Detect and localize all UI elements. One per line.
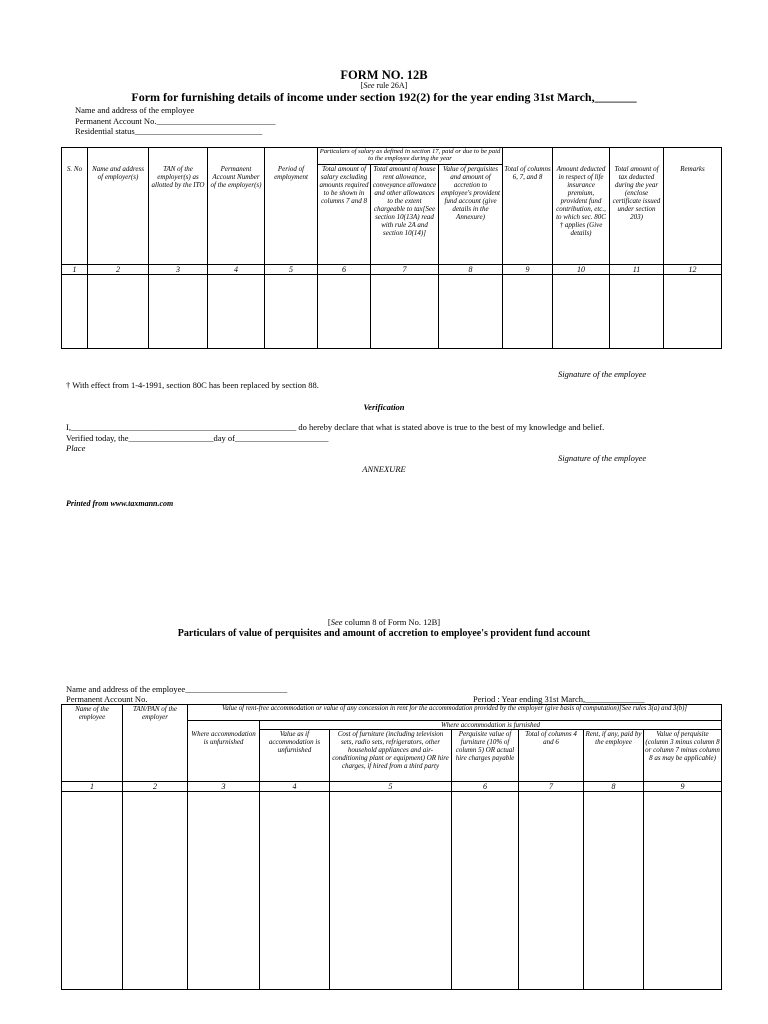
form-title: FORM NO. 12B [340, 68, 428, 82]
column-number: 6 [452, 782, 519, 792]
header-perquisites: Value of perquisites and amount of accretion to employee's provident fund account (give details in the Annexure) [439, 165, 503, 265]
header-employee-name: Name of the employee [62, 705, 123, 782]
column-number-row [62, 782, 722, 792]
header-rent-free-accommodation: Value of rent-free accommodation or value of any concession in rent for the accommodation provided by the employer (give basis of computation)[See rules 3(a) and 3(b)] [188, 705, 722, 721]
header-tax-deducted: Total amount of tax deducted during the year (enclose certificate issued under section 203) [610, 148, 664, 265]
employee-name-line: Name and address of the employee [75, 105, 195, 115]
column-number: 5 [265, 265, 318, 275]
column-number: 12 [664, 265, 722, 275]
column-number: 9 [644, 782, 722, 792]
column-number: 7 [371, 265, 439, 275]
pan-line: Permanent Account No.____________________________ [75, 116, 276, 126]
column-number: 9 [503, 265, 553, 275]
table-row [62, 275, 722, 349]
header-furnished: Where accommodation is furnished [260, 721, 722, 730]
column-number: 11 [610, 265, 664, 275]
column-number: 4 [208, 265, 265, 275]
verified-date-line: Verified today, the____________________day of______________________ [66, 433, 329, 443]
header-allowances: Total amount of house rent allowance, conveyance allowance and other allowances to the extent chargeable to tax[See section 10(13A) read with rule 2A and section 10(14)] [371, 165, 439, 265]
column-number: 3 [149, 265, 208, 275]
perquisites-table [61, 704, 722, 990]
header-total-4-6: Total of columns 4 and 6 [519, 730, 584, 782]
column-number: 6 [318, 265, 371, 275]
column-number: 3 [188, 782, 260, 792]
annexure-pan-line: Permanent Account No. [66, 694, 148, 704]
column-number: 8 [584, 782, 644, 792]
column-number: 8 [439, 265, 503, 275]
place-label: Place [66, 443, 86, 453]
annexure-period-line: Period : Year ending 31st March,______________ [473, 694, 645, 704]
rule-reference: [See rule 26A] [360, 81, 408, 90]
header-sno: S. No [62, 148, 88, 265]
column-number: 2 [88, 265, 149, 275]
annexure-reference: [See column 8 of Form No. 12B] [327, 617, 441, 627]
column-number: 2 [123, 782, 188, 792]
column-number: 1 [62, 782, 123, 792]
header-rent-paid: Rent, if any, paid by the employee [584, 730, 644, 782]
annexure-label: ANNEXURE [362, 464, 406, 474]
header-employer-name: Name and address of employer(s) [88, 148, 149, 265]
header-period: Period of employment [265, 148, 318, 265]
header-deductions: Amount deducted in respect of life insurance premium, provident fund contribution, etc., to which sec. 80C † applies (Give details) [553, 148, 610, 265]
header-unfurnished: Where accommodation is unfurnished [188, 730, 260, 782]
footnote: † With effect from 1-4-1991, section 80C has been replaced by section 88. [66, 380, 319, 390]
column-number-row [62, 265, 722, 275]
column-number: 1 [62, 265, 88, 275]
annexure-employee-name-line: Name and address of the employee________________________ [66, 684, 288, 694]
employee-signature: Signature of the employee [558, 369, 647, 379]
salary-details-table [61, 147, 722, 349]
column-number: 5 [330, 782, 452, 792]
header-furniture-cost: Cost of furniture (including television sets, radio sets, refrigerators, other household appliances and air-conditioning plant or equipment) OR hire charges, if hired from a third party [330, 730, 452, 782]
column-number: 10 [553, 265, 610, 275]
table-row [62, 792, 722, 990]
header-value-unfurnished: Value as if accommodation is unfurnished [260, 730, 330, 782]
header-pan: Permanent Account Number of the employer(s) [208, 148, 265, 265]
header-furniture-perquisite: Perquisite value of furniture (10% of column 5) OR actual hire charges payable [452, 730, 519, 782]
annexure-heading: Particulars of value of perquisites and amount of accretion to employee's provident fund account [177, 628, 591, 639]
header-remarks: Remarks [664, 148, 722, 265]
header-tan: TAN of the employer(s) as allotted by the ITO [149, 148, 208, 265]
verification-signature: Signature of the employee [558, 453, 647, 463]
header-total-6-7-8: Total of columns 6, 7, and 8 [503, 148, 553, 265]
verification-title: Verification [363, 402, 405, 412]
residential-status-line: Residential status______________________________ [75, 126, 263, 136]
header-tan-pan: TAN/PAN of the employer [123, 705, 188, 782]
column-number: 4 [260, 782, 330, 792]
header-total-salary: Total amount of salary excluding amounts required to be shown in columns 7 and 8 [318, 165, 371, 265]
header-salary-particulars: Particulars of salary as defined in section 17, paid or due to be paid to the employee during the year [318, 148, 503, 165]
header-perquisite-value: Value of perquisite (column 3 minus column 8 or column 7 minus column 8 as may be applicable) [644, 730, 722, 782]
column-number: 7 [519, 782, 584, 792]
printed-from: Printed from www.taxmann.com [66, 499, 174, 508]
form-heading: Form for furnishing details of income under section 192(2) for the year ending 31st March,_______ [131, 90, 637, 104]
verification-declaration: I,_____________________________________________________ do hereby declare that what is stated above is true to the best of my knowledge and belief. [66, 422, 605, 432]
